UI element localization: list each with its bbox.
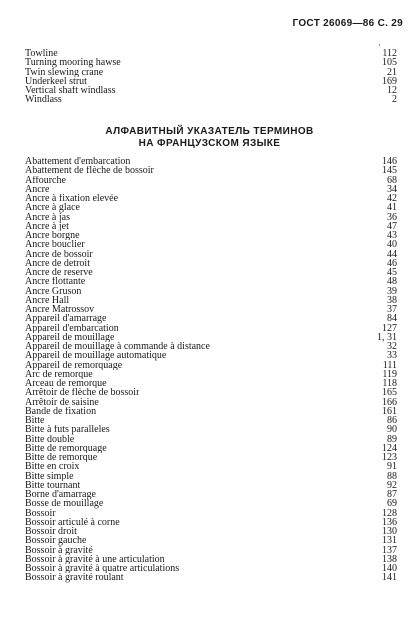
index-term: Appareil de mouillage <box>25 332 115 342</box>
index-entry <box>25 509 397 518</box>
index-term: Ancre à jas <box>25 212 70 222</box>
index-page-number: 105 <box>382 57 397 69</box>
index-entry <box>25 370 397 379</box>
index-entry <box>25 555 397 564</box>
index-entry <box>25 213 397 222</box>
index-page-number: 86 <box>387 415 397 426</box>
index-term: Appareil d'embarcation <box>25 323 119 333</box>
index-term: Arc de remorque <box>25 369 93 379</box>
index-entry <box>25 95 397 104</box>
index-page-number: 118 <box>382 378 397 389</box>
index-entry <box>25 333 397 342</box>
index-term: Arrêtoir de flèche de bossoir <box>25 388 140 398</box>
index-page-number: 47 <box>387 220 397 232</box>
index-term: Underkeel strut <box>25 76 87 86</box>
index-term: Bossoir droit <box>25 527 77 537</box>
index-page-number: 34 <box>387 183 397 195</box>
index-entry <box>25 342 397 351</box>
index-term: Bossoir articulé à corne <box>25 517 120 527</box>
index-entry <box>25 296 397 305</box>
index-term: Bitte double <box>25 434 75 444</box>
index-entry <box>25 398 397 407</box>
index-page-number: 46 <box>387 257 397 269</box>
index-term: Ancre à glace <box>25 203 80 213</box>
index-entry <box>25 287 397 296</box>
index-entry <box>25 222 397 231</box>
index-term: Abattement de flèche de bossoir <box>25 166 154 176</box>
index-entry <box>25 203 397 212</box>
index-term: Bossoir gauche <box>25 536 87 546</box>
index-page-number: 92 <box>387 479 397 491</box>
index-page-number: 165 <box>382 387 397 399</box>
index-term: Bitte tournant <box>25 480 81 490</box>
index-term: Twin slewing crane <box>25 67 104 77</box>
index-entry <box>25 546 397 555</box>
index-entry <box>25 536 397 545</box>
index-page-number: 141 <box>382 572 397 584</box>
index-list-english-tail <box>25 49 397 105</box>
index-page-number: 112 <box>382 48 397 59</box>
index-entry <box>25 58 397 67</box>
index-entry <box>25 361 397 370</box>
index-entry <box>25 185 397 194</box>
index-page-number: 128 <box>382 507 397 519</box>
index-term: Bossoir à gravité à quatre articulations <box>25 564 180 574</box>
index-term: Appareil d'amarrage <box>25 314 107 324</box>
index-term: Ancre flottante <box>25 277 86 287</box>
index-page-number: 68 <box>387 174 397 186</box>
index-term: Bitte de remorquage <box>25 443 107 453</box>
index-entry <box>25 481 397 490</box>
index-page-number: 136 <box>382 516 397 528</box>
index-page-number: 166 <box>382 396 397 408</box>
index-page-number: 40 <box>387 239 397 251</box>
index-page-number: 88 <box>387 470 397 482</box>
index-page-number: 84 <box>387 313 397 325</box>
index-term: Bitte à futs paralleles <box>25 425 110 435</box>
index-term: Bosse de mouillage <box>25 499 104 509</box>
index-entry <box>25 407 397 416</box>
index-entry <box>25 351 397 360</box>
index-page-number: 1, 31 <box>377 331 397 343</box>
index-entry <box>25 314 397 323</box>
index-term: Ancre Hall <box>25 295 70 305</box>
index-page-number: 48 <box>387 276 397 288</box>
index-term: Ancre à fixation elevée <box>25 194 119 204</box>
index-entry <box>25 527 397 536</box>
section-title-line-1: АЛФАВИТНЫЙ УКАЗАТЕЛЬ ТЕРМИНОВ <box>105 126 314 137</box>
index-term: Ancre borgne <box>25 231 80 241</box>
index-page-number: 138 <box>382 553 397 565</box>
index-page-number: 89 <box>387 433 397 445</box>
index-term: Ancre <box>25 184 50 194</box>
index-entry <box>25 268 397 277</box>
index-page-number: 2 <box>392 94 397 106</box>
index-page-number: 69 <box>387 498 397 510</box>
index-entry <box>25 564 397 573</box>
index-entry <box>25 324 397 333</box>
index-term: Ancre Gruson <box>25 286 82 296</box>
index-entry <box>25 388 397 397</box>
index-page-number: 146 <box>382 156 397 167</box>
index-page-number: 119 <box>382 368 397 380</box>
index-page-number: 137 <box>382 544 397 556</box>
index-entry <box>25 240 397 249</box>
index-entry <box>25 444 397 453</box>
section-title-line-2: НА ФРАНЦУЗСКОМ ЯЗЫКЕ <box>138 138 281 149</box>
index-term: Borne d'amarrage <box>25 490 96 500</box>
index-entry <box>25 194 397 203</box>
index-term: Bossoir à gravité roulant <box>25 573 124 583</box>
index-term: Appareil de mouillage automatique <box>25 351 167 361</box>
index-term: Bande de fixation <box>25 406 97 416</box>
index-term: Ancre bouclier <box>25 240 85 250</box>
index-entry <box>25 573 397 582</box>
index-term: Ancre de reserve <box>25 268 93 278</box>
index-page-number: 130 <box>382 526 397 537</box>
index-entry <box>25 462 397 471</box>
index-term: Bitte <box>25 416 45 426</box>
index-term: Bitte simple <box>25 471 74 481</box>
index-term: Ancre Matrossov <box>25 305 95 315</box>
index-term: Ancre à jet <box>25 221 69 231</box>
index-term: Abattement d'embarcation <box>25 157 131 167</box>
index-page-number: 36 <box>387 211 397 223</box>
index-term: Windlass <box>25 95 62 105</box>
index-page-number: 127 <box>382 322 397 334</box>
index-page-number: 145 <box>382 165 397 177</box>
index-page-number: 41 <box>387 202 397 214</box>
stray-dot: · <box>378 40 381 50</box>
index-page-number: 32 <box>387 341 397 352</box>
index-entry <box>25 77 397 86</box>
index-page-number: 12 <box>387 85 397 96</box>
index-term: Bossoir à gravité <box>25 545 93 555</box>
index-term: Bossoir à gravité à une articulation <box>25 554 165 564</box>
index-entry <box>25 490 397 499</box>
index-term: Affourche <box>25 175 66 185</box>
index-entry <box>25 379 397 388</box>
index-entry <box>25 250 397 259</box>
index-term: Towline <box>25 49 58 59</box>
index-list-french <box>25 157 397 583</box>
index-entry <box>25 259 397 268</box>
index-term: Arceau de remorque <box>25 379 107 389</box>
index-entry <box>25 157 397 166</box>
index-term: Ancre de bossoir <box>25 249 93 259</box>
index-page-number: 43 <box>387 230 397 241</box>
index-page-number: 124 <box>382 442 397 454</box>
index-term: Turning mooring hawse <box>25 58 121 68</box>
index-term: Bossoir <box>25 508 56 518</box>
index-term: Appareil de remorquage <box>25 360 123 370</box>
index-page-number: 45 <box>387 267 397 278</box>
index-term: Vertical shaft windlass <box>25 86 116 96</box>
index-page-number: 38 <box>387 294 397 306</box>
index-page-number: 42 <box>387 193 397 204</box>
index-page-number: 44 <box>387 248 397 260</box>
index-page-number: 90 <box>387 424 397 436</box>
index-entry <box>25 435 397 444</box>
index-entry <box>25 416 397 425</box>
index-entry <box>25 68 397 77</box>
index-entry <box>25 518 397 527</box>
index-page-number: 91 <box>387 461 397 473</box>
index-page-number: 131 <box>382 535 397 547</box>
index-entry <box>25 425 397 434</box>
index-entry <box>25 49 397 58</box>
index-page-number: 169 <box>382 75 397 87</box>
index-page-number: 140 <box>382 563 397 574</box>
index-term: Arrêtoir de saisine <box>25 397 99 407</box>
index-page-number: 111 <box>382 359 397 371</box>
index-page-number: 87 <box>387 489 397 500</box>
index-page-number: 21 <box>387 66 397 78</box>
index-page-number: 123 <box>382 452 397 463</box>
index-page-number: 37 <box>387 304 397 315</box>
index-term: Appareil de mouillage à commande à distance <box>25 342 210 352</box>
index-term: Bitte en croix <box>25 462 80 472</box>
index-entry <box>25 453 397 462</box>
index-page-number: 39 <box>387 285 397 297</box>
index-page-number: 33 <box>387 350 397 362</box>
index-entry <box>25 499 397 508</box>
index-term: Bitte de remorque <box>25 453 98 463</box>
index-term: Ancre de detroit <box>25 258 90 268</box>
index-entry <box>25 166 397 175</box>
index-entry <box>25 86 397 95</box>
index-entry <box>25 305 397 314</box>
index-entry <box>25 176 397 185</box>
index-entry <box>25 472 397 481</box>
index-entry <box>25 277 397 286</box>
index-entry <box>25 231 397 240</box>
running-header: ГОСТ 26069—86 С. 29 <box>292 18 403 29</box>
index-page-number: 161 <box>382 405 397 417</box>
